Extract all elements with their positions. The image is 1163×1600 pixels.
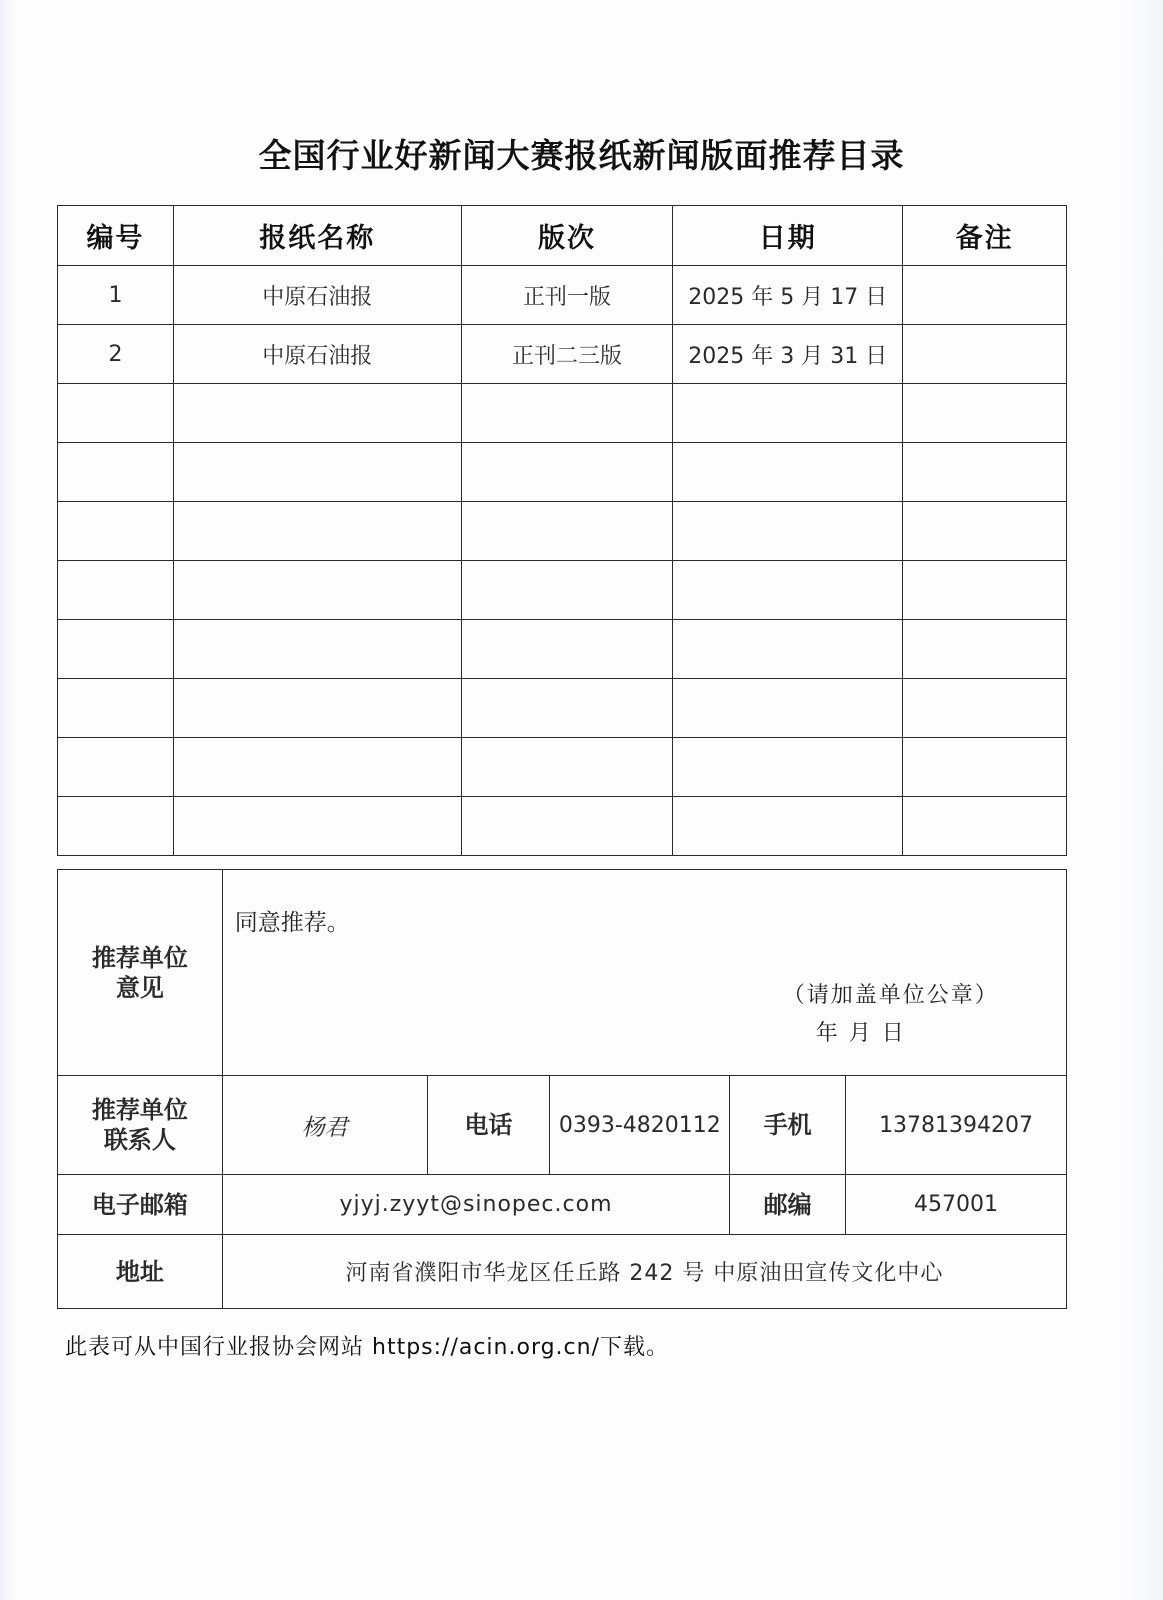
seal-note: （请加盖单位公章） bbox=[782, 983, 999, 1008]
catalog-table bbox=[57, 205, 1067, 856]
address-value: 河南省濮阳市华龙区任丘路 242 号 中原油田宣传文化中心 bbox=[222, 1235, 1066, 1309]
row-number: 2 bbox=[58, 325, 174, 384]
phone-value: 0393-4820112 bbox=[550, 1076, 730, 1175]
zip-value: 457001 bbox=[846, 1175, 1067, 1235]
empty-row bbox=[58, 797, 1067, 856]
empty-row bbox=[58, 502, 1067, 561]
empty-row bbox=[58, 561, 1067, 620]
scan-edge bbox=[1123, 0, 1163, 1600]
document-title: 全国行业好新闻大赛报纸新闻版面推荐目录 bbox=[258, 136, 905, 175]
column-header: 报纸名称 bbox=[173, 206, 461, 266]
email-row bbox=[58, 1175, 1067, 1235]
empty-row bbox=[58, 620, 1067, 679]
mobile-label: 手机 bbox=[730, 1076, 846, 1175]
download-note: 此表可从中国行业报协会网站 https://acin.org.cn/下载。 bbox=[65, 1335, 670, 1360]
column-header: 编号 bbox=[58, 206, 174, 266]
note bbox=[903, 325, 1067, 384]
paper-name: 中原石油报 bbox=[173, 325, 461, 384]
row-number: 1 bbox=[58, 266, 174, 325]
email-label: 电子邮箱 bbox=[58, 1175, 223, 1235]
address-label: 地址 bbox=[58, 1235, 223, 1309]
publish-date: 2025 年 5 月 17 日 bbox=[673, 266, 903, 325]
opinion-text: 同意推荐。 bbox=[234, 910, 350, 936]
publish-date: 2025 年 3 月 31 日 bbox=[673, 325, 903, 384]
contact-row bbox=[58, 1076, 1067, 1175]
opinion-row bbox=[58, 870, 1067, 1076]
column-header: 版次 bbox=[461, 206, 673, 266]
scan-edge bbox=[0, 0, 16, 1600]
table-row bbox=[58, 266, 1067, 325]
address-row bbox=[58, 1235, 1067, 1309]
email-value: yjyj.zyyt@sinopec.com bbox=[222, 1175, 730, 1235]
zip-label: 邮编 bbox=[730, 1175, 846, 1235]
contact-name: 杨君 bbox=[222, 1076, 427, 1175]
note bbox=[903, 266, 1067, 325]
opinion-label: 推荐单位 意见 bbox=[58, 870, 223, 1076]
mobile-value: 13781394207 bbox=[846, 1076, 1067, 1175]
paper-name: 中原石油报 bbox=[173, 266, 461, 325]
recommender-table bbox=[57, 869, 1067, 1309]
table-header-row bbox=[58, 206, 1067, 266]
empty-row bbox=[58, 738, 1067, 797]
opinion-cell bbox=[222, 870, 1066, 1076]
phone-label: 电话 bbox=[427, 1076, 550, 1175]
column-header: 日期 bbox=[673, 206, 903, 266]
signature-date: 年 月 日 bbox=[815, 1021, 906, 1046]
empty-row bbox=[58, 443, 1067, 502]
edition: 正刊二三版 bbox=[461, 325, 673, 384]
column-header: 备注 bbox=[903, 206, 1067, 266]
empty-row bbox=[58, 384, 1067, 443]
contact-label: 推荐单位 联系人 bbox=[58, 1076, 223, 1175]
empty-row bbox=[58, 679, 1067, 738]
edition: 正刊一版 bbox=[461, 266, 673, 325]
table-row bbox=[58, 325, 1067, 384]
